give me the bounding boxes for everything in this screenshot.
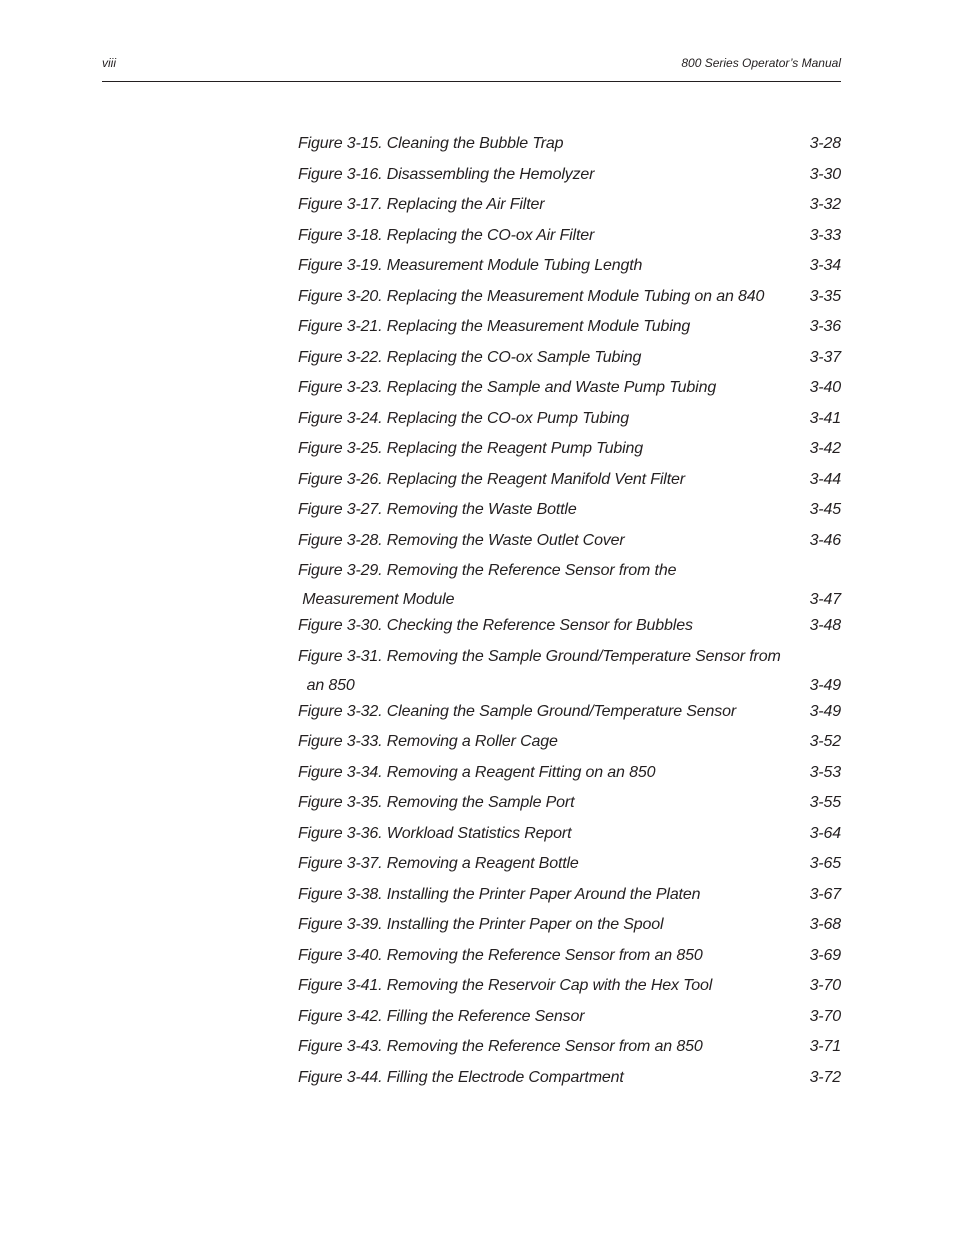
toc-entry-title: Figure 3-38. Installing the Printer Paper Around the Platen bbox=[298, 885, 701, 903]
toc-entry[interactable] bbox=[298, 375, 841, 406]
toc-entry-title: Figure 3-28. Removing the Waste Outlet Cover bbox=[298, 531, 625, 549]
toc-entry[interactable] bbox=[298, 497, 841, 528]
toc-entry[interactable] bbox=[298, 345, 841, 376]
toc-entry[interactable] bbox=[298, 613, 841, 644]
toc-entry-title: Figure 3-18. Replacing the CO-ox Air Filter bbox=[298, 226, 595, 244]
toc-entry-page-number: 3-70 bbox=[809, 977, 841, 994]
toc-entry-page-number: 3-32 bbox=[809, 196, 841, 213]
toc-entry-title-continued: Measurement Module bbox=[298, 591, 455, 608]
toc-entry-title: Figure 3-43. Removing the Reference Sensor from an 850 bbox=[298, 1038, 703, 1055]
toc-entry-page-number: 3-69 bbox=[809, 946, 841, 964]
toc-entry-page-number: 3-41 bbox=[809, 409, 841, 427]
toc-entry-title: Figure 3-21. Replacing the Measurement Module Tubing bbox=[298, 318, 691, 335]
toc-entry-page-number: 3-65 bbox=[809, 855, 841, 872]
toc-entry-page-number: 3-44 bbox=[809, 470, 841, 488]
toc-entry-title: Figure 3-17. Replacing the Air Filter bbox=[298, 196, 545, 213]
toc-entry-title: Figure 3-40. Removing the Reference Sensor from an 850 bbox=[298, 946, 703, 964]
toc-entry[interactable] bbox=[298, 314, 841, 345]
toc-entry-page-number: 3-46 bbox=[809, 531, 841, 549]
toc-entry[interactable] bbox=[298, 699, 841, 730]
header-divider bbox=[102, 81, 841, 82]
toc-entry-page-number: 3-30 bbox=[809, 165, 841, 183]
toc-entry[interactable] bbox=[298, 406, 841, 437]
toc-entry-page-number: 3-47 bbox=[809, 591, 841, 608]
toc-entry-title: Figure 3-24. Replacing the CO-ox Pump Tubing bbox=[298, 409, 630, 427]
toc-entry[interactable] bbox=[298, 192, 841, 223]
toc-entry[interactable] bbox=[298, 131, 841, 162]
toc-entry[interactable] bbox=[298, 851, 841, 882]
toc-entry-title-continued: an 850 bbox=[298, 676, 355, 694]
page-number: viii bbox=[102, 56, 116, 70]
toc-entry[interactable] bbox=[298, 790, 841, 821]
toc-entry-title: Figure 3-37. Removing a Reagent Bottle bbox=[298, 855, 579, 872]
toc-entry-title: Figure 3-19. Measurement Module Tubing Length bbox=[298, 257, 643, 274]
toc-entry-page-number: 3-49 bbox=[809, 676, 841, 694]
toc-entry[interactable] bbox=[298, 912, 841, 943]
toc-entry[interactable] bbox=[298, 821, 841, 852]
toc-entry-title: Figure 3-41. Removing the Reservoir Cap with the Hex Tool bbox=[298, 977, 713, 994]
toc-entry-title: Figure 3-31. Removing the Sample Ground/Temperature Sensor from bbox=[298, 647, 781, 665]
toc-entry[interactable] bbox=[298, 973, 841, 1004]
toc-entry-page-number: 3-48 bbox=[809, 617, 841, 634]
toc-entry-page-number: 3-71 bbox=[809, 1038, 841, 1055]
page-header bbox=[102, 56, 841, 74]
toc-entry-title: Figure 3-35. Removing the Sample Port bbox=[298, 794, 575, 811]
toc-entry-page-number: 3-72 bbox=[809, 1068, 841, 1086]
toc-entry-page-number: 3-42 bbox=[809, 440, 841, 457]
toc-entry-page-number: 3-52 bbox=[809, 733, 841, 750]
toc-entry-title: Figure 3-16. Disassembling the Hemolyzer bbox=[298, 165, 595, 183]
toc-entry-page-number: 3-64 bbox=[809, 824, 841, 842]
toc-entry-title: Figure 3-26. Replacing the Reagent Manifold Vent Filter bbox=[298, 470, 685, 488]
toc-entry-page-number: 3-35 bbox=[809, 287, 841, 305]
toc-entry[interactable] bbox=[298, 760, 841, 791]
toc-entry-title: Figure 3-42. Filling the Reference Sensor bbox=[298, 1007, 585, 1025]
toc-entry-title: Figure 3-22. Replacing the CO-ox Sample Tubing bbox=[298, 348, 642, 366]
toc-entry-title: Figure 3-30. Checking the Reference Sensor for Bubbles bbox=[298, 617, 693, 634]
toc-entry[interactable] bbox=[298, 558, 841, 613]
toc-entry-page-number: 3-40 bbox=[809, 379, 841, 396]
toc-entry-page-number: 3-55 bbox=[809, 794, 841, 811]
toc-entry-page-number: 3-33 bbox=[809, 226, 841, 244]
toc-entry[interactable] bbox=[298, 882, 841, 913]
toc-entry-title: Figure 3-36. Workload Statistics Report bbox=[298, 824, 572, 842]
toc-entry-page-number: 3-53 bbox=[809, 763, 841, 781]
toc-entry[interactable] bbox=[298, 284, 841, 315]
toc-entry-title: Figure 3-29. Removing the Reference Sensor from the bbox=[298, 562, 677, 579]
toc-entry-title: Figure 3-44. Filling the Electrode Compartment bbox=[298, 1068, 624, 1086]
toc-entry-title: Figure 3-39. Installing the Printer Paper on the Spool bbox=[298, 916, 664, 933]
list-of-figures bbox=[298, 131, 841, 1095]
toc-entry-title: Figure 3-15. Cleaning the Bubble Trap bbox=[298, 135, 564, 152]
toc-entry[interactable] bbox=[298, 528, 841, 559]
toc-entry[interactable] bbox=[298, 729, 841, 760]
toc-entry[interactable] bbox=[298, 1065, 841, 1096]
toc-entry[interactable] bbox=[298, 436, 841, 467]
toc-entry-title: Figure 3-25. Replacing the Reagent Pump Tubing bbox=[298, 440, 644, 457]
toc-entry[interactable] bbox=[298, 253, 841, 284]
toc-entry-page-number: 3-37 bbox=[809, 348, 841, 366]
toc-entry-page-number: 3-67 bbox=[809, 885, 841, 903]
toc-entry[interactable] bbox=[298, 223, 841, 254]
toc-entry[interactable] bbox=[298, 1034, 841, 1065]
toc-entry-page-number: 3-34 bbox=[809, 257, 841, 274]
toc-entry-page-number: 3-49 bbox=[809, 702, 841, 720]
toc-entry-title: Figure 3-27. Removing the Waste Bottle bbox=[298, 501, 577, 518]
toc-entry[interactable] bbox=[298, 467, 841, 498]
toc-entry[interactable] bbox=[298, 1004, 841, 1035]
toc-entry[interactable] bbox=[298, 644, 841, 699]
toc-entry-title: Figure 3-33. Removing a Roller Cage bbox=[298, 733, 558, 750]
toc-entry-title: Figure 3-20. Replacing the Measurement Module Tubing on an 840 bbox=[298, 287, 765, 305]
toc-entry-title: Figure 3-34. Removing a Reagent Fitting on an 850 bbox=[298, 763, 656, 781]
toc-entry-page-number: 3-36 bbox=[809, 318, 841, 335]
toc-entry[interactable] bbox=[298, 162, 841, 193]
running-title: 800 Series Operator’s Manual bbox=[681, 56, 841, 70]
toc-entry-title: Figure 3-32. Cleaning the Sample Ground/Temperature Sensor bbox=[298, 702, 737, 720]
toc-entry-page-number: 3-70 bbox=[809, 1007, 841, 1025]
toc-entry-page-number: 3-28 bbox=[809, 135, 841, 152]
toc-entry-page-number: 3-45 bbox=[809, 501, 841, 518]
toc-entry-title: Figure 3-23. Replacing the Sample and Waste Pump Tubing bbox=[298, 379, 717, 396]
toc-entry-page-number: 3-68 bbox=[809, 916, 841, 933]
toc-entry[interactable] bbox=[298, 943, 841, 974]
